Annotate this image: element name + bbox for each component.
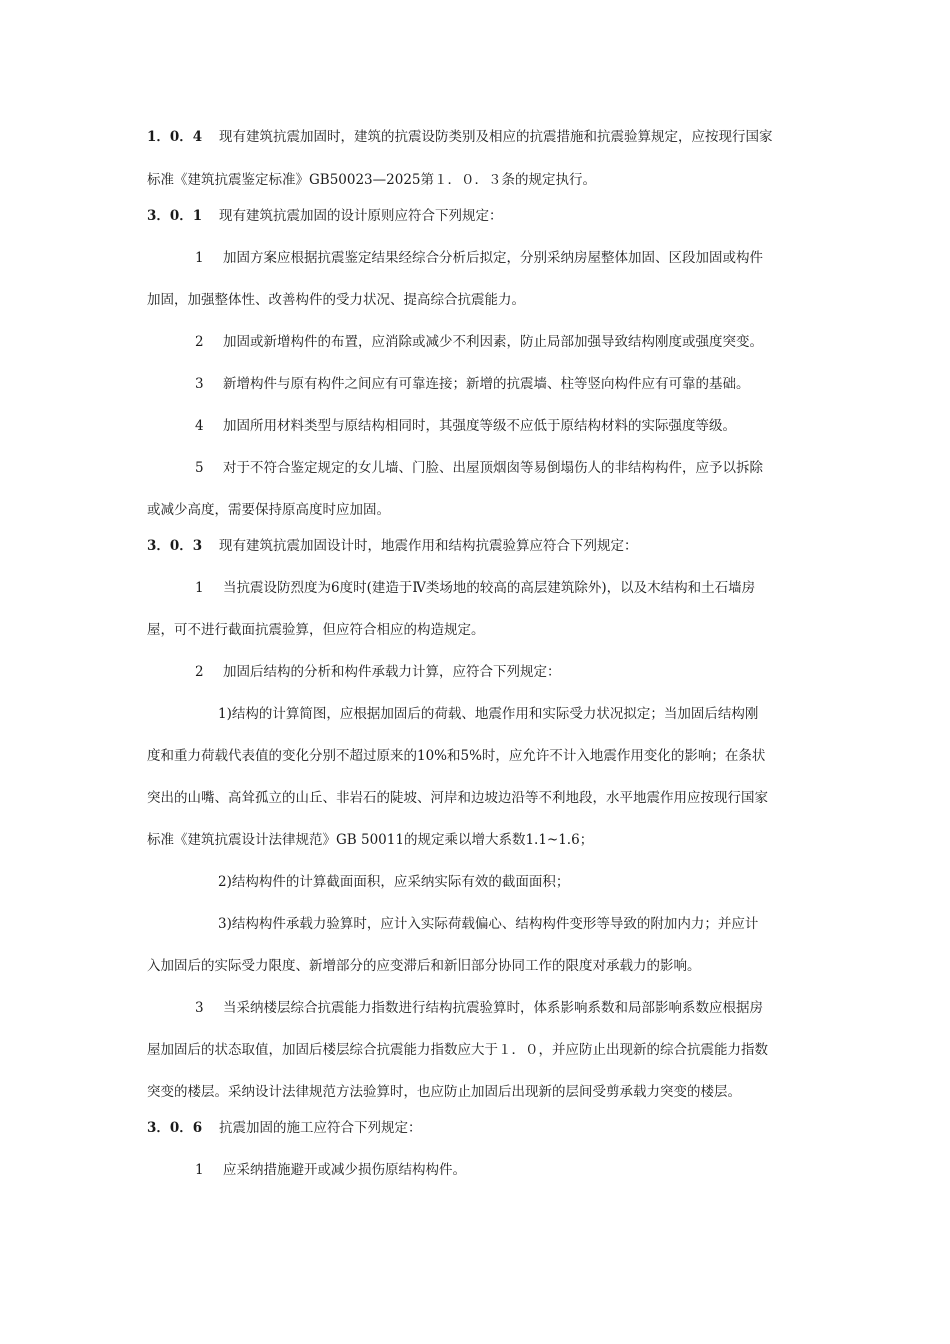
item-text: 应采纳措施避开或减少损伤原结构构件。	[223, 1162, 466, 1178]
sub-item: 2)结构构件的计算截面面积，应采纳实际有效的截面面积；	[218, 874, 570, 890]
clause-3-0-1	[147, 206, 503, 226]
sub-item: 1)结构的计算简图，应根据加固后的荷载、地震作用和实际受力状况拟定；当加固后结构刚	[218, 706, 759, 722]
list-item	[195, 1160, 466, 1180]
clause-number: 3．0．1	[147, 208, 203, 224]
item-number: 5	[195, 460, 204, 476]
item-number: 3	[195, 376, 204, 392]
item-number: 2	[195, 664, 204, 680]
text-line: 标准《建筑抗震鉴定标准》GB50023—2025第１．０．３条的规定执行。	[147, 172, 597, 188]
clause-3-0-3	[147, 536, 638, 556]
clause-3-0-6	[147, 1118, 422, 1138]
item-number: 1	[195, 580, 204, 596]
list-item	[195, 416, 736, 436]
item-text: 当采纳楼层综合抗震能力指数进行结构抗震验算时，体系影响系数和局部影响系数应根据房	[223, 1000, 763, 1016]
item-number: 2	[195, 334, 204, 350]
item-number: 1	[195, 1162, 204, 1178]
item-text: 加固方案应根据抗震鉴定结果经综合分析后拟定，分别采纳房屋整体加固、区段加固或构件	[223, 250, 763, 266]
item-number: 4	[195, 418, 204, 434]
item-text: 新增构件与原有构件之间应有可靠连接；新增的抗震墙、柱等竖向构件应有可靠的基础。	[223, 376, 750, 392]
text-line: 或减少高度，需要保持原高度时应加固。	[147, 502, 390, 518]
clause-text: 现有建筑抗震加固设计时，地震作用和结构抗震验算应符合下列规定：	[219, 538, 638, 554]
clause-text: 现有建筑抗震加固时，建筑的抗震设防类别及相应的抗震措施和抗震验算规定，应按现行国家	[219, 129, 773, 145]
item-text: 对于不符合鉴定规定的女儿墙、门脸、出屋顶烟囱等易倒塌伤人的非结构构件，应予以拆除	[223, 460, 763, 476]
list-item	[195, 458, 763, 478]
text-line: 度和重力荷载代表值的变化分别不超过原来的10%和5%时，应允许不计入地震作用变化的影响；在条状	[147, 748, 766, 764]
clause-text: 抗震加固的施工应符合下列规定：	[219, 1120, 422, 1136]
list-item	[195, 662, 561, 682]
list-item	[195, 578, 755, 598]
text-line: 入加固后的实际受力限度、新增部分的应变滞后和新旧部分协同工作的限度对承载力的影响。	[147, 958, 701, 974]
text-line: 屋加固后的状态取值，加固后楼层综合抗震能力指数应大于１．０，并应防止出现新的综合抗震能力指数	[147, 1042, 768, 1058]
list-item	[195, 374, 750, 394]
text-line: 加固，加强整体性、改善构件的受力状况、提高综合抗震能力。	[147, 292, 525, 308]
item-text: 加固所用材料类型与原结构相同时，其强度等级不应低于原结构材料的实际强度等级。	[223, 418, 736, 434]
clause-number: 1．0．4	[147, 129, 203, 145]
text-line: 标准《建筑抗震设计法律规范》GB 50011的规定乘以增大系数1.1~1.6；	[147, 832, 594, 848]
clause-text: 现有建筑抗震加固的设计原则应符合下列规定：	[219, 208, 503, 224]
clause-number: 3．0．6	[147, 1120, 203, 1136]
text-line: 突变的楼层。采纳设计法律规范方法验算时，也应防止加固后出现新的层间受剪承载力突变的楼层。	[147, 1084, 741, 1100]
text-line: 屋，可不进行截面抗震验算，但应符合相应的构造规定。	[147, 622, 485, 638]
list-item	[195, 998, 763, 1018]
item-text: 加固或新增构件的布置，应消除或减少不利因素，防止局部加强导致结构刚度或强度突变。	[223, 334, 763, 350]
list-item	[195, 248, 763, 268]
list-item	[195, 332, 763, 352]
item-text: 加固后结构的分析和构件承载力计算，应符合下列规定：	[223, 664, 561, 680]
item-number: 1	[195, 250, 204, 266]
sub-item: 3)结构构件承载力验算时，应计入实际荷载偏心、结构构件变形等导致的附加内力；并应计	[218, 916, 759, 932]
item-text: 当抗震设防烈度为6度时(建造于Ⅳ类场地的较高的高层建筑除外)，以及木结构和土石墙房	[223, 580, 756, 596]
clause-number: 3．0．3	[147, 538, 203, 554]
clause-1-0-4	[147, 127, 773, 147]
text-line: 突出的山嘴、高耸孤立的山丘、非岩石的陡坡、河岸和边坡边沿等不利地段，水平地震作用应按现行国家	[147, 790, 768, 806]
item-number: 3	[195, 1000, 204, 1016]
